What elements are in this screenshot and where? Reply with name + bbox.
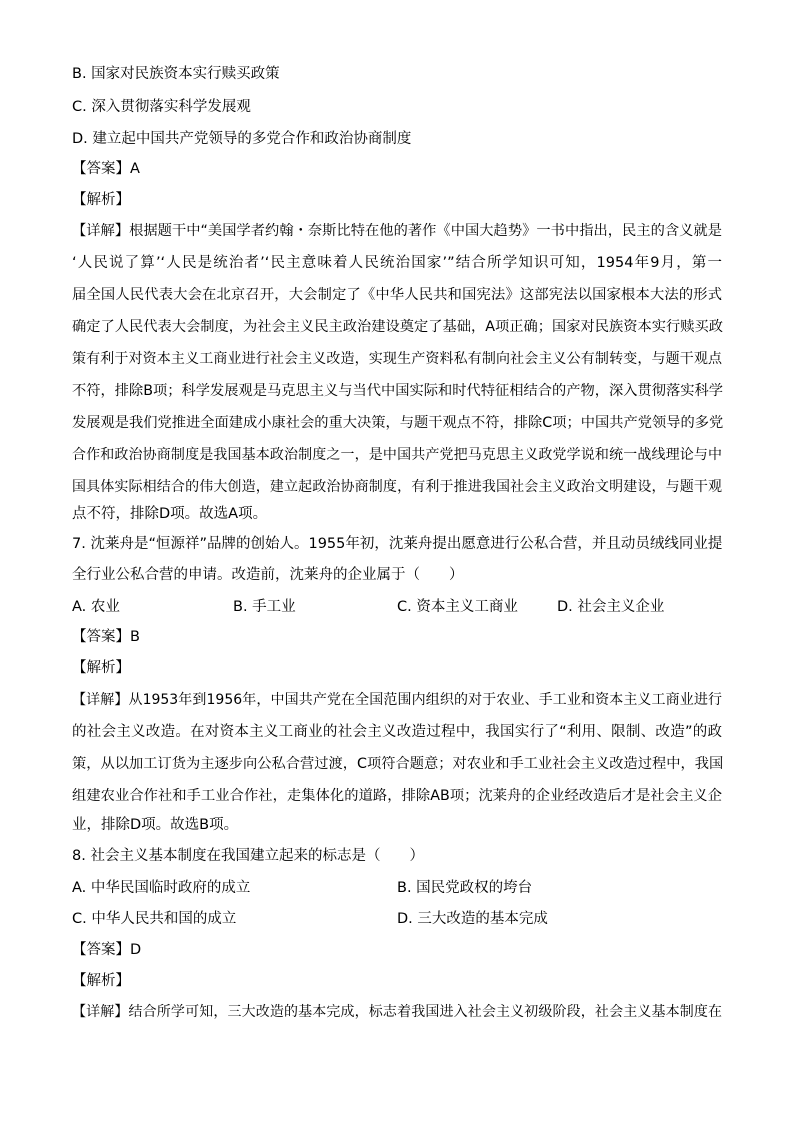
q7-detail-line: 组建农业合作社和手工业合作社，走集体化的道路，排除AB项；沈莱舟的企业经改造后才是社会主义企	[72, 788, 722, 804]
q6-option-c: C. 深入贯彻落实科学发展观	[72, 99, 251, 115]
q7-answer: 【答案】B	[72, 629, 140, 645]
q8-option-a: A. 中华民国临时政府的成立	[72, 880, 251, 896]
q6-detail-line: 确定了人民代表大会制度，为社会主义民主政治建设奠定了基础，A项正确；国家对民族资本实行赎买政	[72, 319, 724, 335]
q8-option-d: D. 三大改造的基本完成	[397, 911, 548, 927]
q6-detail-line: 合作和政治协商制度是我国基本政治制度之一，是中国共产党把马克思主义政党学说和统一战线理论与中	[72, 447, 722, 463]
q6-detail-line: 发展观是我们党推进全面建成小康社会的重大决策，与题干观点不符，排除C项；中国共产党领导的多党	[72, 415, 724, 431]
q7-analysis-label: 【解析】	[72, 660, 130, 676]
q6-detail-line: 【详解】根据题干中“美国学者约翰・奈斯比特在他的著作《中国大趋势》一书中指出，民主的含义就是	[72, 223, 722, 239]
q6-answer: 【答案】A	[72, 161, 140, 177]
q8-option-b: B. 国民党政权的垮台	[397, 880, 533, 896]
q6-option-d: D. 建立起中国共产党领导的多党合作和政治协商制度	[72, 131, 412, 147]
q8-stem: 8. 社会主义基本制度在我国建立起来的标志是（ ）	[72, 848, 424, 864]
q7-detail-line: 策，从以加工订货为主逐步向公私合营过渡，C项符合题意；对农业和手工业社会主义改造过程中，我国	[72, 756, 724, 772]
q6-detail-line: 策有利于对资本主义工商业进行社会主义改造，实现生产资料私有制向社会主义公有制转变，与题干观点	[72, 351, 722, 367]
q7-option-c: C. 资本主义工商业	[397, 599, 518, 615]
q6-detail-line: 不符，排除B项；科学发展观是马克思主义与当代中国实际和时代特征相结合的产物，深入贯彻落实科学	[72, 383, 724, 399]
q6-analysis-label: 【解析】	[72, 192, 130, 208]
q7-option-d: D. 社会主义企业	[557, 599, 665, 615]
q7-detail-line: 的社会主义改造。在对资本主义工商业的社会主义改造过程中，我国实行了“利用、限制、改造”的政	[72, 724, 722, 740]
q8-answer: 【答案】D	[72, 942, 142, 958]
q6-detail-line: 点不符，排除D项。故选A项。	[72, 506, 268, 522]
q7-stem-line: 7. 沈莱舟是“恒源祥”品牌的创始人。1955年初，沈莱舟提出愿意进行公私合营，并且动员绒线同业提	[72, 536, 723, 552]
q6-detail-line: 国具体实际相结合的伟大创造，建立起政治协商制度，有利于推进我国社会主义政治文明建设，与题干观	[72, 479, 722, 495]
q7-option-b: B. 手工业	[233, 599, 296, 615]
q6-detail-line: 届全国人民代表大会在北京召开，大会制定了《中华人民共和国宪法》这部宪法以国家根本大法的形式	[72, 287, 722, 303]
q6-detail-line: ‘人民说了算’‘人民是统治者’‘民主意味着人民统治国家’”结合所学知识可知，1954年9月，第一	[72, 255, 722, 271]
q6-option-b: B. 国家对民族资本实行赎买政策	[72, 66, 280, 82]
q7-option-a: A. 农业	[72, 599, 120, 615]
q7-detail-line: 业，排除D项。故选B项。	[72, 817, 239, 833]
q8-option-c: C. 中华人民共和国的成立	[72, 911, 237, 927]
q8-analysis-label: 【解析】	[72, 973, 130, 989]
q8-detail-line: 【详解】结合所学可知，三大改造的基本完成，标志着我国进入社会主义初级阶段，社会主义基本制度在	[72, 1004, 722, 1020]
q7-detail-line: 【详解】从1953年到1956年，中国共产党在全国范围内组织的对于农业、手工业和资本主义工商业进行	[72, 692, 722, 708]
q7-stem-line: 全行业公私合营的申请。改造前，沈莱舟的企业属于（ ）	[72, 567, 464, 583]
